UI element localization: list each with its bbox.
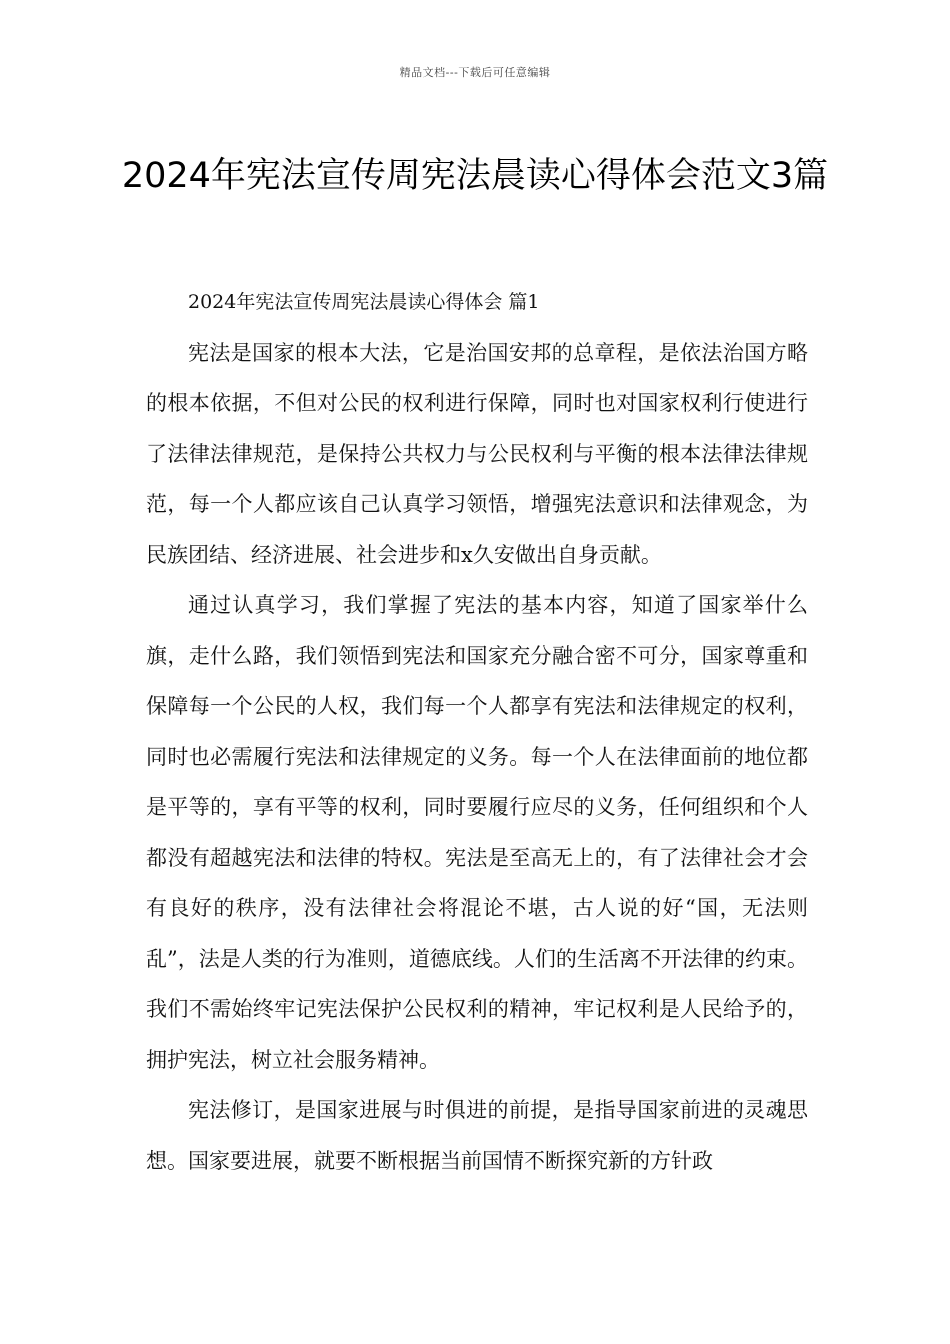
document-body — [146, 277, 808, 1186]
body-paragraph-2: 通过认真学习，我们掌握了宪法的基本内容，知道了国家举什么旗，走什么路，我们领悟到宪法和国家充分融合密不可分，国家尊重和保障每一个公民的人权，我们每一个人都享有宪法和法律规定的权利，同时也必需履行宪法和法律规定的义务。每一个人在法律面前的地位都是平等的，享有平等的权利，同时要履行应尽的义务，任何组织和个人都没有超越宪法和法律的特权。宪法是至高无上的，有了法律社会才会有良好的秩序，没有法律社会将混论不堪，古人说的好“国，无法则乱”，法是人类的行为准则，道德底线。人们的生活离不开法律的约束。我们不需始终牢记宪法保护公民权利的精神，牢记权利是人民给予的，拥护宪法，树立社会服务精神。 — [146, 593, 808, 1072]
header-note: 精品文档---下载后可任意编辑 — [399, 66, 551, 79]
section-heading: 2024年宪法宣传周宪法晨读心得体会 篇1 — [188, 291, 540, 313]
body-paragraph-3: 宪法修订，是国家进展与时俱进的前提，是指导国家前进的灵魂思想。国家要进展，就要不断根据当前国情不断探究新的方针政 — [146, 1098, 808, 1173]
document-title: 2024年宪法宣传周宪法晨读心得体会范文3篇 — [121, 156, 829, 197]
body-paragraph-1: 宪法是国家的根本大法，它是治国安邦的总章程，是依法治国方略的根本依据，不但对公民的权利进行保障，同时也对国家权利行使进行了法律法律规范，是保持公共权力与公民权利与平衡的根本法律法律规范，每一个人都应该自己认真学习领悟，增强宪法意识和法律观念，为民族团结、经济进展、社会进步和x久安做出自身贡献。 — [146, 340, 808, 567]
